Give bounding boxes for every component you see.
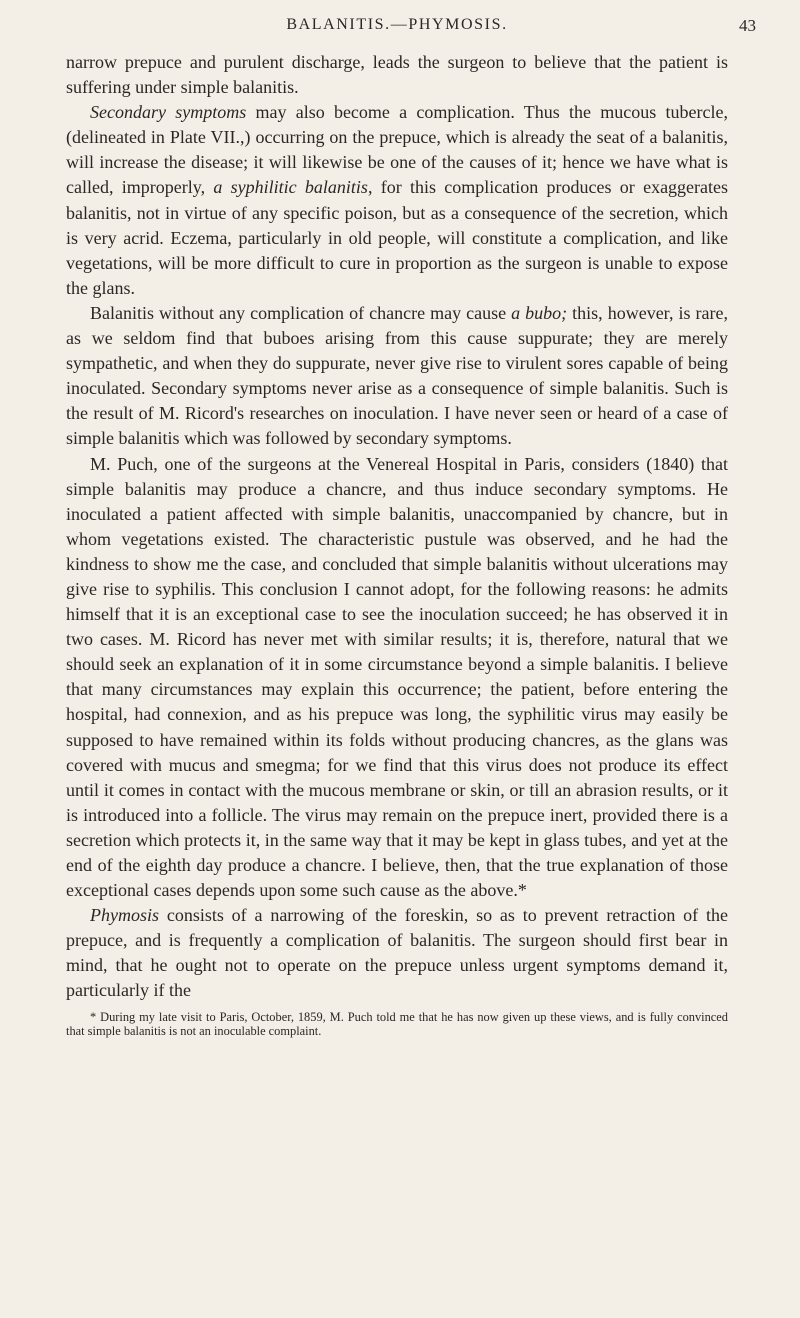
running-header	[66, 14, 756, 50]
body-text	[66, 50, 728, 1004]
running-title: BALANITIS.—PHYMOSIS.	[286, 16, 508, 33]
footnote-text: * During my late visit to Paris, October, 1859, M. Puch told me that he has now given up these views, and is fully convinced that simple balanitis is not an inoculable complaint.	[66, 1009, 728, 1039]
italic-term: Phymosis	[90, 905, 159, 926]
paragraph-text: consists of a narrowing of the foreskin, so as to prevent retraction of the prepuce, and is frequently a complication of balanitis. The surgeon should first bear in mind, that he ought not to operate on the prepuce unless urgent symptoms demand it, particularly if the	[66, 905, 728, 1001]
paragraph	[66, 50, 728, 100]
paragraph	[66, 903, 728, 1003]
paragraph	[66, 100, 728, 301]
italic-term: a syphilitic balanitis	[213, 177, 368, 198]
paragraph-text: this, however, is rare, as we seldom find that buboes arising from this cause suppurate; they are merely sympathetic, and when they do suppurate, never give rise to virulent sores capable of being inoculated. Secondary symptoms never arise as a consequence of simple balanitis. Such is the result of M. Ricord's researches on inoculation. I have never seen or heard of a case of simple balanitis which was followed by secondary symptoms.	[66, 302, 728, 449]
paragraph-text: may also become a complication. Thus the mucous tubercle, (delineated in Plate VII.,) occurring on the prepuce, which is already the seat of a balanitis, will increase the disease; it will likewise be one of the causes of it; hence we have what is called, improperly,	[66, 102, 728, 198]
paragraph-text: , for this complication produces or exaggerates balanitis, not in virtue of any specific poison, but as a consequence of the secretion, which is very acrid. Eczema, particularly in old people, will constitute a complication, and like vegetations, will be more difficult to cure in proportion as the surgeon is unable to expose the glans.	[66, 177, 729, 298]
italic-term: Secondary symptoms	[90, 102, 247, 123]
paragraph	[66, 452, 728, 904]
paragraph-text: narrow prepuce and purulent discharge, leads the surgeon to believe that the patient is suffering under simple balanitis.	[66, 52, 728, 98]
italic-term: a bubo;	[511, 302, 568, 323]
page-number: 43	[739, 16, 756, 35]
paragraph	[66, 301, 728, 452]
paragraph-text: Balanitis without any complication of chancre may cause	[90, 302, 512, 323]
paragraph-text: M. Puch, one of the surgeons at the Venereal Hospital in Paris, considers (1840) that simple balanitis may produce a chancre, and thus induce secondary symptoms. He inoculated a patient affected with simple balanitis, unaccompanied by chancre, but in whom vegetations existed. The characteristic pustule was observed, and he had the kindness to show me the case, and concluded that simple balanitis without ulcerations may give rise to syphilis. This conclusion I cannot adopt, for the following reasons: he admits himself that it is an exceptional case to see the inoculation succeed; he has observed it in two cases. M. Ricord has never met with similar results; it is, therefore, natural that we should seek an explanation of it in some circumstance beyond a simple balanitis. I believe that many circumstances may explain this occurrence; the patient, before entering the hospital, had connexion, and as his prepuce was long, the syphilitic virus may easily be supposed to have remained within its folds without producing chancres, as the glans was covered with mucus and smegma; for we find that this virus does not produce its effect until it comes in contact with the mucous membrane or skin, or till an abrasion results, or it is introduced into a follicle. The virus may remain on the prepuce inert, provided there is a secretion which protects it, in the same way that it may be kept in glass tubes, and yet at the end of the eighth day produce a chancre. I believe, then, that the true explanation of those exceptional cases depends upon some such cause as the above.*	[66, 453, 728, 901]
footnote	[66, 1010, 728, 1039]
